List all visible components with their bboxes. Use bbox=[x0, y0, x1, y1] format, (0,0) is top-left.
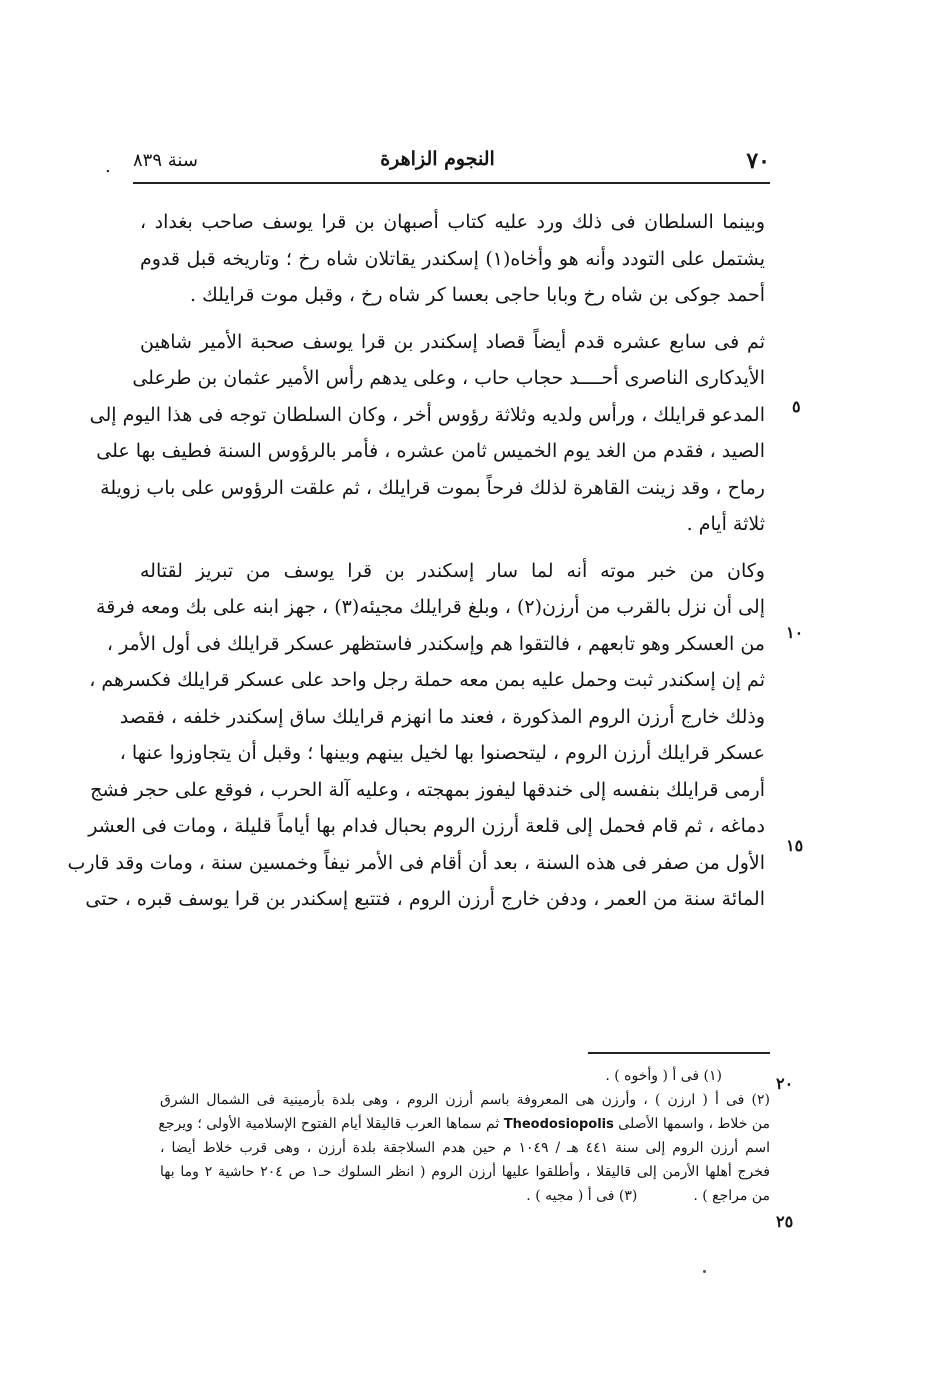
text-line: رماح ، وقد زينت القاهرة لذلك فرحاً بموت قرايلك ، ثم علقت الرؤوس على باب زويلة bbox=[100, 476, 765, 499]
text-line: يشتمل على التودد وأنه هو وأخاه(١) إسكندر يقاتلان شاه رخ ؛ وتاريخه قبل قدوم bbox=[140, 247, 765, 270]
footnote-2-line: اسم أرزن الروم إلى سنة ٤٤١ هـ / ١٠٤٩ م حين هدم السلاجقة بلدة أرزن ، وهى قرب خلاط أيضا ، bbox=[160, 1140, 771, 1156]
text-line: من العسكر وهو تابعهم ، فالتقوا هم وإسكندر فاستظهر عسكر قرايلك فى أول الأمر ، bbox=[106, 632, 765, 655]
text-line: إلى أن نزل بالقرب من أرزن(٢) ، وبلغ قرايلك مجيئه(٣) ، جهز ابنه على بك ومعه فرقة bbox=[96, 596, 765, 618]
text-line: دماغه ، ثم قام فحمل إلى قلعة أرزن الروم بحبال فدام بها أياماً قليلة ، ومات فى العشر bbox=[88, 815, 765, 837]
running-header bbox=[105, 148, 770, 180]
year-label: سنة ٨٣٩ bbox=[133, 150, 198, 171]
footnote-2-line: فخرج أهلها الأرمن إلى قاليقلا ، وأطلقوا عليها أرزن الروم ( انظر السلوك حـ١ ص ٢٠٤ حاشية ٢ وما بها bbox=[160, 1164, 771, 1180]
page-number: ٧٠ bbox=[746, 148, 770, 174]
text-line: أرمى قرايلك بنفسه إلى خندقها ليفوز بمهجته ، وعليه آلة الحرب ، فوقع على حجر فشج bbox=[90, 778, 765, 801]
footnote-1: (١) فى أ ( وأخوه ) . bbox=[605, 1068, 722, 1084]
text-line: الأيدكارى الناصرى أحــــد حجاب حاب ، وعلى يدهم رأس الأمير عثمان بن طرعلى bbox=[132, 367, 765, 389]
line-number: ١٠ bbox=[786, 623, 804, 642]
text-line: أحمد جوكى بن شاه رخ وبابا حاجى بعسا كر شاه رخ ، وقبل موت قرايلك . bbox=[189, 284, 765, 306]
text-line: الأول من صفر فى هذه السنة ، بعد أن أقام فى الأمر نيفاً وخمسين سنة ، ومات وقد قارب bbox=[67, 851, 765, 874]
footnote-text: من مراجع ) . bbox=[693, 1188, 770, 1204]
header-rule bbox=[133, 182, 770, 184]
text-line: ثلاثة أيام . bbox=[686, 513, 765, 535]
text-line: وكان من خبر موته أنه لما سار إسكندر بن قرا يوسف من تبريز لقتاله bbox=[140, 559, 765, 582]
text-line: عسكر قرايلك أرزن الروم ، ليتحصنوا بها لخيل بينهم وبينها ؛ وقبل أن يتجاوزوا عنها ، bbox=[119, 742, 765, 764]
line-number: ٥ bbox=[792, 397, 801, 416]
book-title: النجوم الزاهرة bbox=[380, 148, 495, 170]
main-text bbox=[67, 204, 765, 918]
text-line: المدعو قرايلك ، ورأس ولديه وثلاثة رؤوس أخر ، وكان السلطان توجه فى هذا اليوم إلى bbox=[89, 403, 765, 426]
line-number: ٢٥ bbox=[776, 1212, 794, 1231]
text-line: الصيد ، فقدم من الغد يوم الخميس ثامن عشره ، فأمر بالرؤوس السنة فطيف بها على bbox=[96, 440, 765, 462]
text-line: المائة سنة من العمر ، ودفن خارج أرزن الروم ، فتتبع إسكندر بن قرا يوسف قبره ، حتى bbox=[85, 888, 765, 910]
text-line: ثم فى سابع عشره قدم أيضاً قصاد إسكندر بن قرا يوسف صحبة الأمير شاهين bbox=[140, 330, 765, 353]
text-line: وبينما السلطان فى ذلك ورد عليه كتاب أصبهان بن قرا يوسف صاحب بغداد ، bbox=[140, 211, 765, 233]
footnote-rule bbox=[588, 1052, 770, 1054]
footnote-3: (٣) فى أ ( مجيه ) . bbox=[526, 1188, 638, 1204]
ink-speck bbox=[703, 1270, 706, 1273]
footnote-text: ثم سماها العرب قاليقلا أيام الفتوح الإسلامية الأولى ؛ ويرجع bbox=[158, 1116, 500, 1132]
line-number: ٢٠ bbox=[776, 1074, 794, 1093]
footnote-2-line bbox=[160, 1112, 770, 1136]
footnote-text: من خلاط ، واسمها الأصلى bbox=[618, 1116, 770, 1132]
footnote-2-line bbox=[160, 1184, 770, 1208]
text-line: وذلك خارج أرزن الروم المذكورة ، فعند ما انهزم قرايلك ساق إسكندر خلفه ، فقصد bbox=[119, 705, 765, 728]
line-number: ١٥ bbox=[786, 836, 804, 855]
footnote-2-line: (٢) فى أ ( ارزن ) ، وأرزن هى المعروفة باسم أرزن الروم ، وهى بلدة بأرمينية فى الشمال الشرق bbox=[160, 1092, 770, 1108]
latin-term: Theodosiopolis bbox=[503, 1117, 614, 1132]
footnotes bbox=[160, 1064, 770, 1208]
text-line: ثم إن إسكندر ثبت وحمل عليه بمن معه حملة رجل واحد على عسكر قرايلك فكسرهم ، bbox=[89, 669, 765, 691]
header-dot: . bbox=[105, 156, 111, 177]
